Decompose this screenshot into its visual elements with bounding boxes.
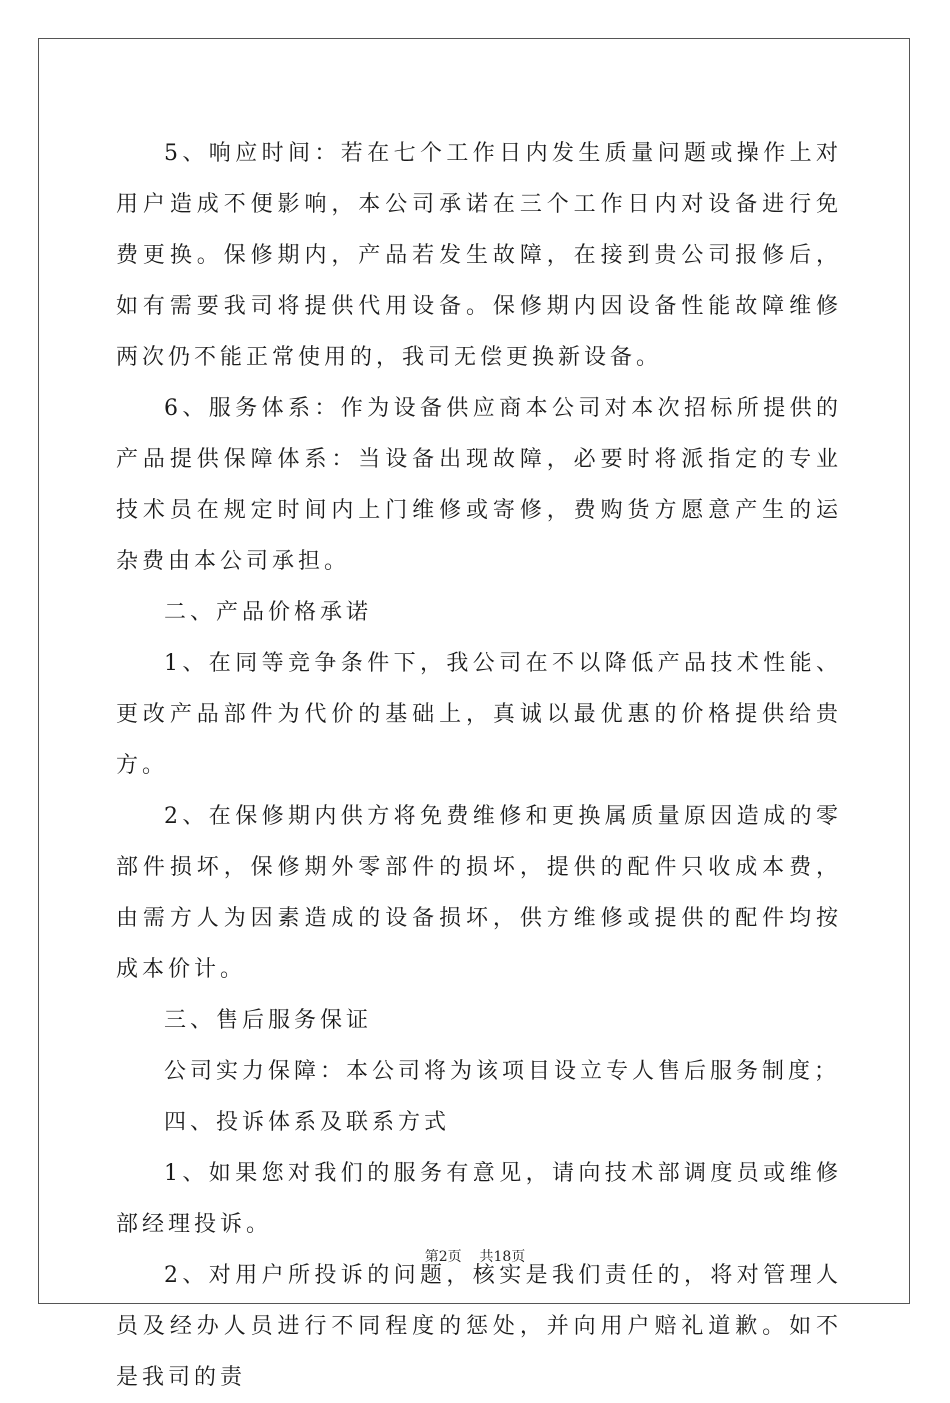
paragraph-price-1: 1、在同等竞争条件下，我公司在不以降低产品技术性能、更改产品部件为代价的基础上，真诚以最优惠的价格提供给贵方。 xyxy=(116,651,842,778)
heading-price-commitment: 二、产品价格承诺 xyxy=(164,600,373,625)
paragraph-response-time: 5、响应时间：若在七个工作日内发生质量问题或操作上对用户造成不便影响，本公司承诺在三个工作日内对设备进行免费更换。保修期内，产品若发生故障，在接到贵公司报修后，如有需要我司将提供代用设备。保修期内因设备性能故障维修两次仍不能正常使用的，我司无偿更换新设备。 xyxy=(116,141,842,370)
heading-after-sales: 三、售后服务保证 xyxy=(164,1008,373,1033)
paragraph-service-system: 6、服务体系：作为设备供应商本公司对本次招标所提供的产品提供保障体系：当设备出现故障，必要时将派指定的专业技术员在规定时间内上门维修或寄修，费购货方愿意产生的运杂费由本公司承担。 xyxy=(116,396,842,574)
heading-complaint-system: 四、投诉体系及联系方式 xyxy=(164,1110,451,1135)
paragraph-company-strength: 公司实力保障：本公司将为该项目设立专人售后服务制度； xyxy=(164,1059,841,1084)
paragraph-complaint-1: 1、如果您对我们的服务有意见，请向技术部调度员或维修部经理投诉。 xyxy=(116,1161,842,1237)
document-body xyxy=(116,128,842,1403)
paragraph-price-2: 2、在保修期内供方将免费维修和更换属质量原因造成的零部件损坏，保修期外零部件的损坏，提供的配件只收成本费，由需方人为因素造成的设备损坏，供方维修或提供的配件均按成本价计。 xyxy=(116,804,842,982)
paragraph-complaint-2: 2、对用户所投诉的问题，核实是我们责任的，将对管理人员及经办人员进行不同程度的惩处，并向用户赔礼道歉。如不是我司的责 xyxy=(116,1263,842,1390)
page-number-footer: 第2页 共18页 xyxy=(424,1249,526,1265)
